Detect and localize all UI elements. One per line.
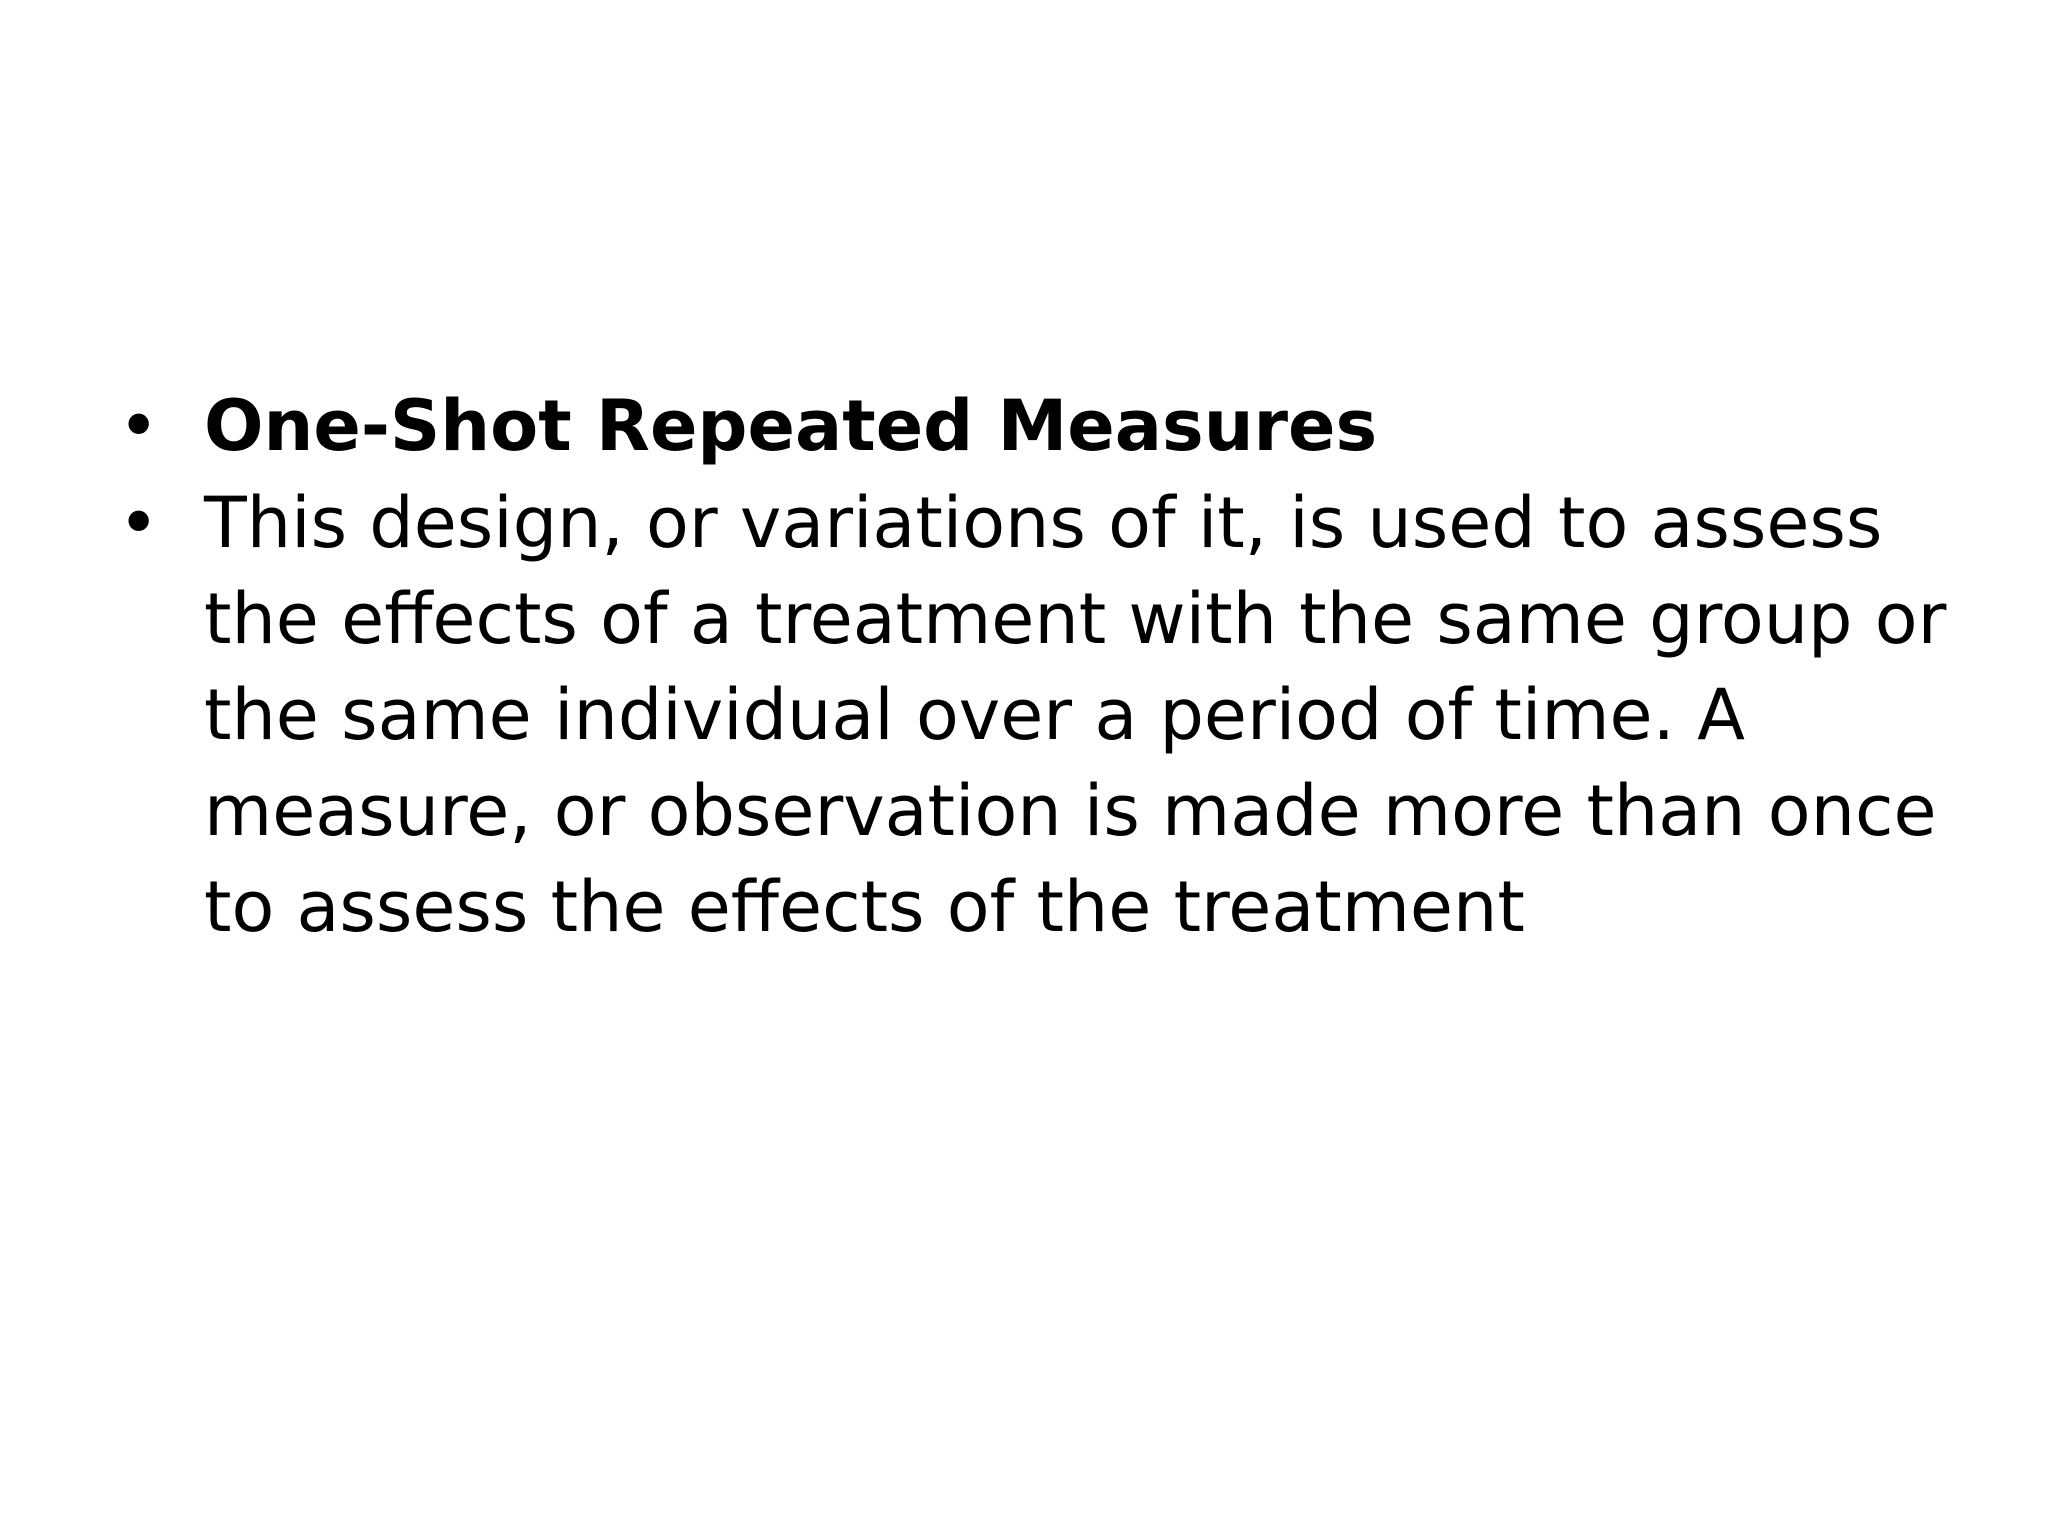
- bullet-item-description: [118, 475, 1948, 955]
- bullet-marker: •: [118, 385, 160, 467]
- bullet-marker: •: [118, 482, 160, 564]
- bullet-list: [118, 377, 1948, 955]
- bullet-description-text: This design, or variations of it, is used to assess the effects of a treatment with the same group or the same individual over a period of time. A measure, or observation is made more than once to assess the effects of the treatment: [204, 482, 1947, 948]
- bullet-heading-text: One-Shot Repeated Measures: [204, 385, 1378, 467]
- bullet-item-heading: [118, 377, 1948, 475]
